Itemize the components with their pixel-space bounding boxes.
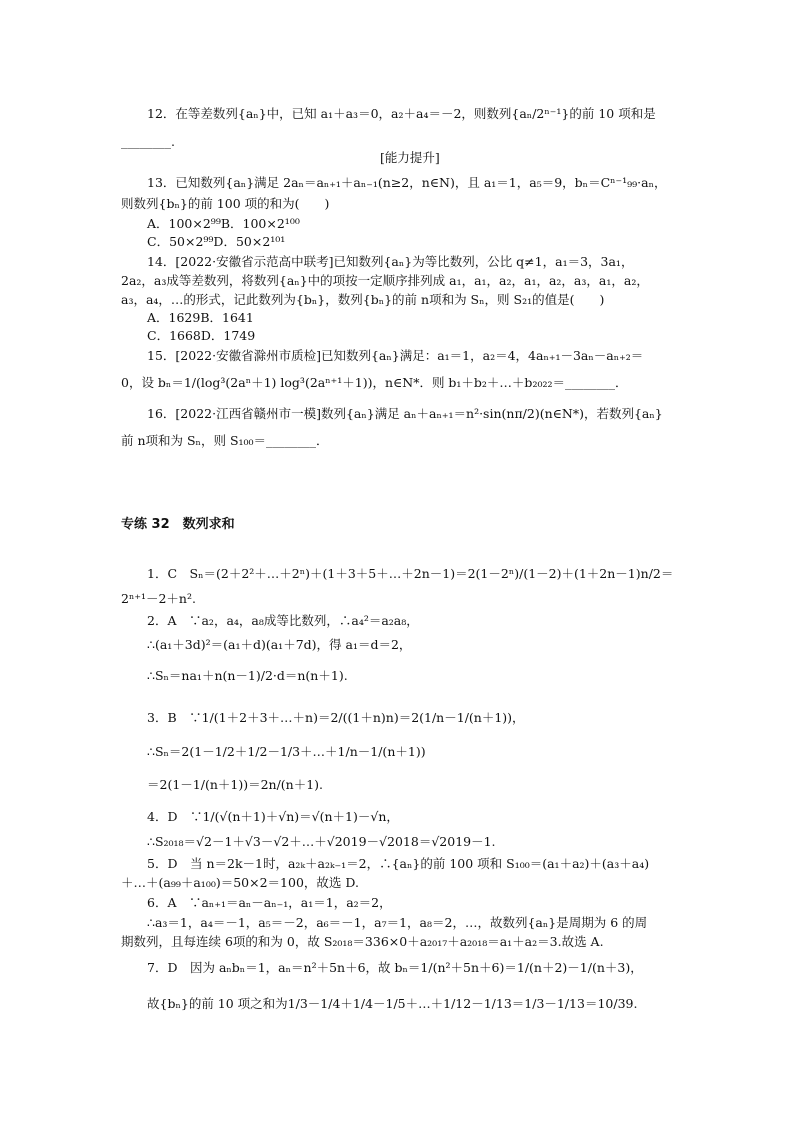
answer-1-line-1: 1．C Sₙ＝(2＋2²＋…＋2ⁿ)＋(1＋3＋5＋…＋2n－1)＝2(1－2ⁿ)/(1－2)＋(1＋2n－1)n/2＝	[147, 566, 674, 581]
answer-2-line-2: ∴(a₁＋3d)²＝(a₁＋d)(a₁＋7d)，得 a₁＝d＝2，	[147, 637, 412, 652]
problem-14-line-2: 2a₂，a₃成等差数列，将数列{aₙ}中的项按一定顺序排列成 a₁，a₁，a₂，a₁，a₂，a₃，a₁，a₂，	[121, 273, 649, 288]
problem-14-line-1: 14．[2022·安徽省示范高中联考]已知数列{aₙ}为等比数列，公比 q≠1，a₁＝3，3a₁，	[147, 254, 634, 269]
answer-4-line-2: ∴S₂₀₁₈＝√2－1＋√3－√2＋…＋√2019－√2018＝√2019－1.	[147, 834, 496, 849]
answer-2-line-1: 2．A ∵a₂，a₄，a₈成等比数列，∴a₄²＝a₂a₈，	[147, 613, 419, 628]
problem-12-blank: ________.	[121, 134, 175, 149]
problem-13-line-1: 13．已知数列{aₙ}满足 2aₙ＝aₙ₊₁＋aₙ₋₁(n≥2，n∈N)，且 a₁＝1，a₅＝9，bₙ＝Cⁿ⁻¹₉₉·aₙ，	[147, 175, 667, 190]
answer-7-line-2: 故{bₙ}的前 10 项之和为1/3－1/4＋1/4－1/5＋…＋1/12－1/13＝1/3－1/13＝10/39.	[147, 996, 638, 1011]
problem-14-options-ab: A．1629B．1641	[147, 310, 254, 325]
problem-14-line-3: a₃，a₄，…的形式，记此数列为{bₙ}，数列{bₙ}的前 n项和为 Sₙ，则 S₂₁的值是( )	[121, 292, 605, 307]
problem-13-options-cd: C．50×2⁹⁹D．50×2¹⁰¹	[147, 234, 286, 249]
answer-3-line-3: ＝2(1－1/(n＋1))＝2n/(n＋1).	[147, 777, 324, 792]
answer-3-line-1: 3．B ∵1/(1＋2＋3＋…＋n)＝2/((1＋n)n)＝2(1/n－1/(n＋1))，	[147, 710, 525, 725]
problem-13-options-ab: A．100×2⁹⁹B．100×2¹⁰⁰	[147, 216, 300, 231]
answer-2-line-3: ∴Sₙ＝na₁＋n(n－1)/2·d＝n(n＋1).	[147, 668, 348, 683]
answer-5-line-2: ＋…＋(a₉₉＋a₁₀₀)＝50×2＝100，故选 D.	[121, 875, 359, 890]
problem-15-line-1: 15．[2022·安徽省滁州市质检]已知数列{aₙ}满足：a₁＝1，a₂＝4，4aₙ₊₁－3aₙ－aₙ₊₂＝	[147, 348, 644, 363]
answer-6-line-3: 期数列，且每连续 6项的和为 0，故 S₂₀₁₈＝336×0＋a₂₀₁₇＋a₂₀₁₈＝a₁＋a₂＝3.故选 A.	[121, 934, 604, 949]
problem-16-line-1: 16．[2022·江西省赣州市一模]数列{aₙ}满足 aₙ＋aₙ₊₁＝n²·sin(nπ/2)(n∈N*)，若数列{aₙ}	[147, 406, 663, 421]
answer-7-line-1: 7．D 因为 aₙbₙ＝1，aₙ＝n²＋5n＋6，故 bₙ＝1/(n²＋5n＋6)＝1/(n＋2)－1/(n＋3)，	[147, 960, 643, 975]
problem-13-line-2: 则数列{bₙ}的前 100 项的和为( )	[121, 196, 330, 211]
answer-6-line-1: 6．A ∵aₙ₊₁＝aₙ－aₙ₋₁，a₁＝1，a₂＝2，	[147, 895, 392, 910]
problem-16-line-2: 前 n项和为 Sₙ，则 S₁₀₀＝________．	[121, 433, 329, 448]
answer-3-line-2: ∴Sₙ＝2(1－1/2＋1/2－1/3＋…＋1/n－1/(n＋1))	[147, 744, 426, 759]
answer-4-line-1: 4．D ∵1/(√(n＋1)＋√n)＝√(n＋1)－√n，	[147, 809, 399, 824]
section-heading-ability: [能力提升]	[380, 150, 440, 165]
problem-14-options-cd: C．1668D．1749	[147, 328, 256, 343]
problem-12-line-1: 12．在等差数列{aₙ}中，已知 a₁＋a₃＝0，a₂＋a₄＝－2，则数列{aₙ/2ⁿ⁻¹}的前 10 项和是	[147, 106, 656, 121]
answer-1-line-2: 2ⁿ⁺¹－2＋n².	[121, 591, 196, 606]
answer-6-line-2: ∴a₃＝1，a₄＝－1，a₅＝－2，a₆＝－1，a₇＝1，a₈＝2，…，故数列{aₙ}是周期为 6 的周	[147, 915, 648, 930]
problem-15-line-2: 0，设 bₙ＝1/(log³(2aⁿ＋1) log³(2aⁿ⁺¹＋1))，n∈N*．则 b₁＋b₂＋…＋b₂₀₂₂＝________．	[121, 375, 628, 390]
answer-5-line-1: 5．D 当 n＝2k－1时，a₂ₖ＋a₂ₖ₋₁＝2，∴{aₙ}的前 100 项和 S₁₀₀＝(a₁＋a₂)＋(a₃＋a₄)	[147, 856, 650, 871]
answers-title: 专练 32 数列求和	[121, 517, 235, 532]
